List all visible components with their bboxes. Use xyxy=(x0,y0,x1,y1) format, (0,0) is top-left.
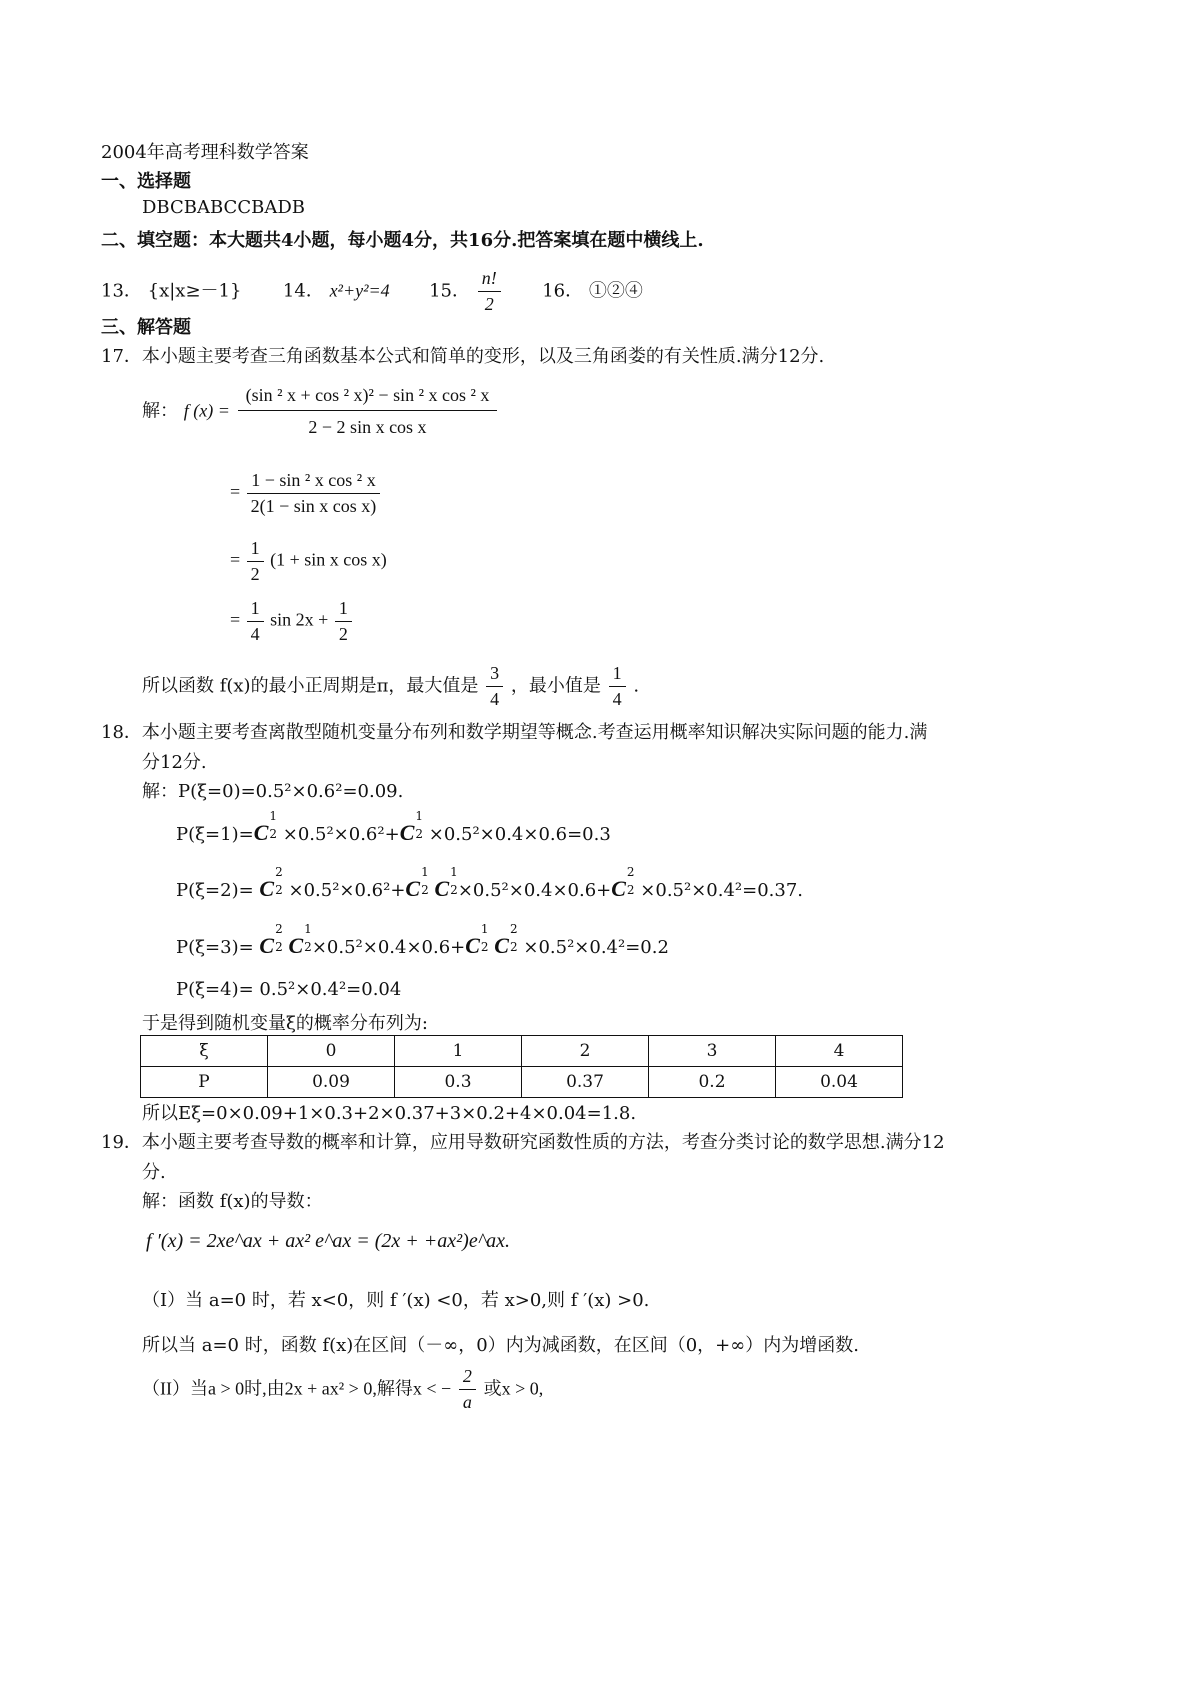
q17-min-fraction: $\frac{1}{4}$ xyxy=(609,663,626,710)
combination-symbol: C xyxy=(405,876,421,901)
q19-derivative: f ′(x) = 2xe^ax + ax² e^ax = (2x + +ax²)e^ax. xyxy=(146,1230,511,1252)
combination-symbol: C xyxy=(399,820,415,845)
combination-symbol: C xyxy=(259,933,275,958)
q17-line3 xyxy=(230,538,387,585)
q13-answer: {x|x≥－1} xyxy=(147,280,242,302)
choice-answers: DBCBABCCBADB xyxy=(142,197,305,218)
q17-conclusion: 所以函数 f(x)的最小正周期是π，最大值是 $\frac{3}{4}$ ，最小值是 $\frac{1}{4}$ . xyxy=(142,663,640,709)
q17-line4-mid: sin 2x + xyxy=(270,609,329,630)
q17-max-fraction: $\frac{3}{4}$ xyxy=(486,663,503,710)
q17-conclusion-text: 所以函数 f(x)的最小正周期是π，最大值是 xyxy=(142,675,479,697)
q18-p0: 解：P(ξ=0)=0.5²×0.6²=0.09. xyxy=(142,781,404,802)
q19-intro-2: 分. xyxy=(142,1162,166,1183)
equals-sign: = xyxy=(230,549,241,570)
q17-fraction-2: $\frac{\text{1 − sin ² x cos ² x}}{\text{2(1 − sin x cos x)}}$ xyxy=(247,470,381,517)
q17-line4 xyxy=(230,598,354,645)
table-cell: ξ xyxy=(141,1036,268,1067)
q17-conclusion-min-text: ，最小值是 xyxy=(510,675,601,697)
q18-p1: P(ξ=1)=C 1 2 ×0.5²×0.6²+C 1 2 ×0.5²×0.4×0.6=0.3 xyxy=(176,809,611,845)
table-cell: 0.2 xyxy=(649,1067,776,1098)
q17-line3-rest: (1 + sin x cos x) xyxy=(270,549,387,570)
table-cell: 0 xyxy=(268,1036,395,1067)
document-title: 2004年高考理科数学答案 xyxy=(101,142,309,163)
q18-intro-2: 分12分. xyxy=(142,752,207,773)
q18-p3: P(ξ=3)= C 2 2 C 1 2 ×0.5²×0.4×0.6+C 1 2 C 2 2 ×0.5²×0.4²=0.2 xyxy=(176,922,669,958)
table-row xyxy=(141,1067,903,1098)
q17-line1 xyxy=(142,385,499,438)
table-cell: 0.3 xyxy=(395,1067,522,1098)
q15-fraction: $\frac{n!}{2}$ xyxy=(478,268,501,315)
q19-case2-fraction: $\frac{2}{a}$ xyxy=(459,1366,476,1413)
table-cell: 2 xyxy=(522,1036,649,1067)
q17-solve-prefix: 解： xyxy=(142,400,178,422)
equals-sign: = xyxy=(230,609,241,630)
q19-case1-conclusion: 所以当 a=0 时，函数 f(x)在区间（－∞，0）内为减函数，在区间（0，+∞）内为增函数. xyxy=(142,1335,859,1356)
q17-intro: 17．本小题主要考查三角函数基本公式和简单的变形，以及三角函娄的有关性质.满分12分. xyxy=(101,346,825,367)
q17-half: $\frac{1}{2}$ xyxy=(247,538,264,585)
table-cell: 0.04 xyxy=(776,1067,903,1098)
q14-label: 14． xyxy=(282,280,324,302)
table-row xyxy=(141,1036,903,1067)
combination-symbol: C xyxy=(465,933,480,958)
q19-intro-1: 19．本小题主要考查导数的概率和计算，应用导数研究函数性质的方法，考查分类讨论的数学思想.满分12 xyxy=(101,1132,945,1153)
q18-p2: P(ξ=2)= C 2 2 ×0.5²×0.6²+C 1 2 C 1 2 ×0.5²×0.4×0.6+C 2 2 ×0.5²×0.4²=0.37. xyxy=(176,865,804,901)
table-cell: 0.09 xyxy=(268,1067,395,1098)
table-cell: 1 xyxy=(395,1036,522,1067)
combination-symbol: C xyxy=(494,933,509,958)
probability-distribution-table xyxy=(140,1035,903,1098)
q16-answer: ①②④ xyxy=(588,280,643,302)
section-heading-solve: 三、解答题 xyxy=(101,317,191,338)
q17-fraction-1: $\frac{\text{(sin ² x + cos ² x)² − sin ² x cos ² x}}{\text{2 − 2 sin x cos x}}$ xyxy=(238,385,498,438)
section-heading-choice: 一、选择题 xyxy=(101,171,191,192)
equals-sign: = xyxy=(230,481,241,502)
combination-symbol: C xyxy=(611,876,626,901)
q15-label: 15． xyxy=(429,280,471,302)
table-cell: 0.37 xyxy=(522,1067,649,1098)
combination-symbol: C xyxy=(288,933,304,958)
q14-answer: x²+y²=4 xyxy=(329,280,390,301)
q13-label: 13． xyxy=(101,280,142,302)
q17-fx: f (x) = xyxy=(183,400,230,421)
table-cell: 4 xyxy=(776,1036,903,1067)
q18-expectation: 所以Eξ=0×0.09+1×0.3+2×0.37+3×0.2+4×0.04=1.8. xyxy=(142,1103,637,1124)
table-cell: 3 xyxy=(649,1036,776,1067)
q19-case2: （II）当a > 0时,由2x + ax² > 0,解得x < − $\frac{2}{a}$ 或x > 0, xyxy=(142,1366,544,1412)
q18-intro-1: 18．本小题主要考查离散型随机变量分布列和数学期望等概念.考查运用概率知识解决实际问题的能力.满 xyxy=(101,722,928,743)
q17-half-2: $\frac{1}{2}$ xyxy=(335,598,352,645)
q18-dist-intro: 于是得到随机变量ξ的概率分布列为: xyxy=(142,1013,428,1034)
q17-quarter: $\frac{1}{4}$ xyxy=(247,598,264,645)
table-cell: P xyxy=(141,1067,268,1098)
combination-symbol: C xyxy=(259,876,275,901)
section-heading-fill: 二、填空题：本大题共4小题，每小题4分，共16分.把答案填在题中横线上. xyxy=(101,230,704,251)
q18-p4: P(ξ=4)= 0.5²×0.4²=0.04 xyxy=(176,979,402,1000)
fill-answers xyxy=(101,268,643,315)
q19-case1: （I）当 a=0 时，若 x<0，则 f ′(x) <0，若 x>0,则 f ′(x) >0. xyxy=(142,1290,650,1311)
combination-symbol: C xyxy=(434,876,450,901)
q17-line2 xyxy=(230,470,382,517)
combination-symbol: C xyxy=(253,820,269,845)
q16-label: 16． xyxy=(542,280,584,302)
q19-derivative-intro: 解：函数 f(x)的导数： xyxy=(142,1191,323,1212)
